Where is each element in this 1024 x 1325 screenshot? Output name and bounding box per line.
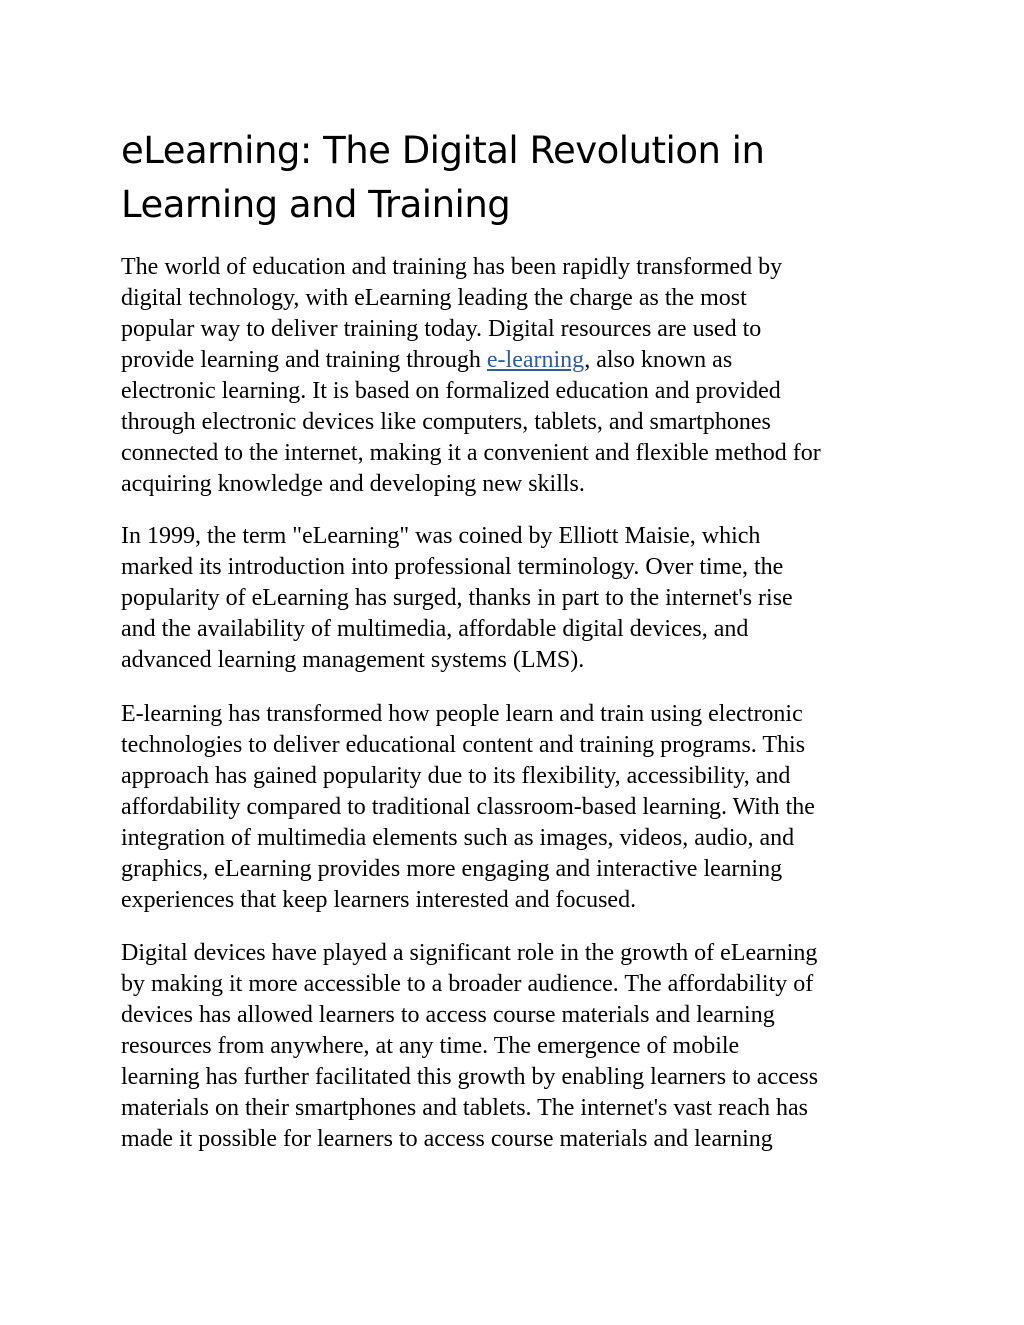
text-line: connected to the internet, making it a convenient and flexible method for <box>121 440 821 466</box>
text-line: by making it more accessible to a broader audience. The affordability of <box>121 971 814 997</box>
title-line: Learning and Training <box>121 183 511 226</box>
text-line: integration of multimedia elements such as images, videos, audio, and <box>121 825 795 851</box>
text-line: resources from anywhere, at any time. The emergence of mobile <box>121 1033 740 1059</box>
link-line-after: , also known as <box>584 347 733 373</box>
link-line-before: provide learning and training through <box>121 347 487 373</box>
text-line: The world of education and training has been rapidly transformed by <box>121 254 783 280</box>
text-line: popular way to deliver training today. Digital resources are used to <box>121 316 762 342</box>
paragraph-devices <box>121 938 911 1155</box>
text-line: Digital devices have played a significant role in the growth of eLearning <box>121 940 818 966</box>
text-line: technologies to deliver educational content and training programs. This <box>121 732 806 758</box>
text-line: digital technology, with eLearning leading the charge as the most <box>121 285 747 311</box>
text-line: advanced learning management systems (LMS). <box>121 647 585 673</box>
e-learning-link[interactable]: e-learning <box>486 347 585 373</box>
text-line: electronic learning. It is based on formalized education and provided <box>121 378 781 404</box>
text-line: marked its introduction into professional terminology. Over time, the <box>121 554 784 580</box>
document-page <box>121 124 911 1155</box>
text-line: through electronic devices like computers, tablets, and smartphones <box>121 409 771 435</box>
text-line: materials on their smartphones and tablets. The internet's vast reach has <box>121 1095 808 1121</box>
text-line: In 1999, the term "eLearning" was coined by Elliott Maisie, which <box>121 523 761 549</box>
text-line: devices has allowed learners to access course materials and learning <box>121 1002 775 1028</box>
text-line: experiences that keep learners interested and focused. <box>121 887 637 913</box>
title-line: eLearning: The Digital Revolution in <box>121 129 765 172</box>
text-line: learning has further facilitated this growth by enabling learners to access <box>121 1064 819 1090</box>
text-line: affordability compared to traditional classroom-based learning. With the <box>121 794 815 820</box>
text-line: acquiring knowledge and developing new skills. <box>121 471 585 497</box>
paragraph-history <box>121 521 911 676</box>
document-title <box>121 124 911 232</box>
text-line: made it possible for learners to access course materials and learning <box>121 1126 773 1152</box>
paragraph-transformation <box>121 699 911 916</box>
text-line: and the availability of multimedia, affordable digital devices, and <box>121 616 749 642</box>
text-line: E-learning has transformed how people learn and train using electronic <box>121 701 803 727</box>
text-line-with-link <box>121 345 911 376</box>
paragraph-intro <box>121 252 911 500</box>
text-line: popularity of eLearning has surged, thanks in part to the internet's rise <box>121 585 793 611</box>
text-line: graphics, eLearning provides more engaging and interactive learning <box>121 856 783 882</box>
text-line: approach has gained popularity due to its flexibility, accessibility, and <box>121 763 791 789</box>
